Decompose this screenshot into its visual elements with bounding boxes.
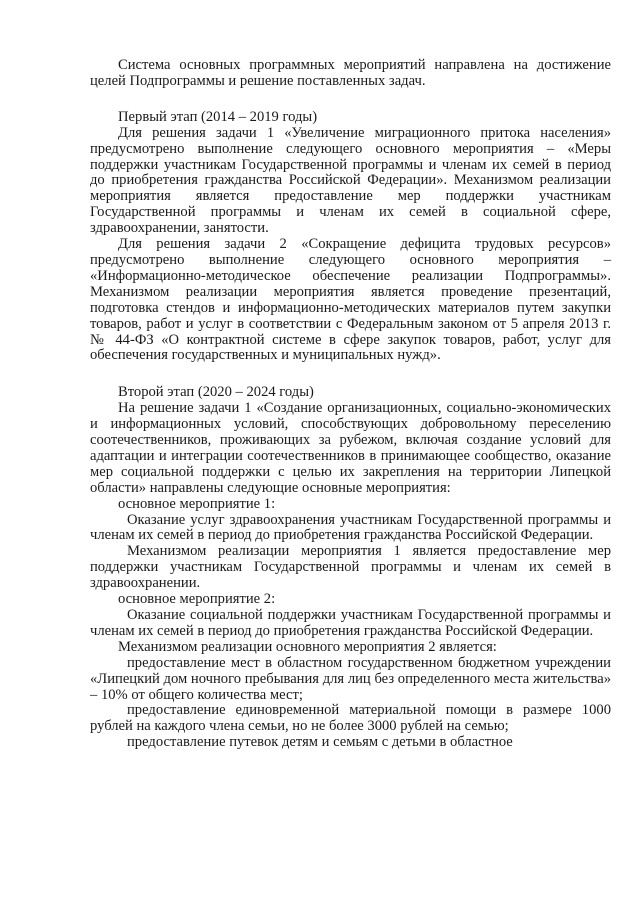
stage1-task2-paragraph: Для решения задачи 2 «Сокращение дефицита трудовых ресурсов» предусмотрено выполнение следующего основного мероприятия – «Информационно-методическое обеспечение реализации Подпрограммы». Механизмом реализации мероприятия является проведение презентаций, подготовка стендов и информационно-методических материалов путем закупки товаров, работ и услуг в соответствии с Федеральным законом от 5 апреля 2013 г. № 44-ФЗ «О контрактной системе в сфере закупок товаров, работ, услуг для обеспечения государственных и муниципальных нужд». (90, 236, 611, 364)
measure2-mechanism: Механизмом реализации основного мероприятия 2 является: (118, 638, 497, 655)
spacer (90, 90, 611, 110)
list-item-housing: предоставление мест в областном государственном бюджетном учреждении «Липецкий дом ночного пребывания для лиц без определенного места жительства» – 10% от общего количества мест; (90, 654, 611, 703)
intro-paragraph: Система основных программных мероприятий направлена на достижение целей Подпрограммы и решение поставленных задач. (90, 57, 611, 89)
measure1-label: основное мероприятие 1: (118, 495, 276, 512)
measure1-mechanism: Механизмом реализации мероприятия 1 является предоставление мер поддержки участникам Государственной программы и членам их семей в здравоохранении. (90, 543, 611, 592)
list-item-money: предоставление единовременной материальной помощи в размере 1000 рублей на каждого члена семьи, но не более 3000 рублей на семью; (90, 702, 611, 735)
list-item-vouchers: предоставление путевок детям и семьям с детьми в областное (127, 734, 513, 751)
measure1-text: Оказание услуг здравоохранения участникам Государственной программы и членам их семей в период до приобретения гражданства Российской Федерации. (90, 511, 611, 544)
stage1-task1-paragraph: Для решения задачи 1 «Увеличение миграционного притока населения» предусмотрено выполнение следующего основного мероприятия – «Меры поддержки участникам Государственной программы и членам их семей в период до приобретения гражданства Российской Федерации». Механизмом реализации мероприятия является предоставление мер поддержки участникам Государственной программы и членам их семей в социальной сфере, здравоохранении, занятости. (90, 124, 611, 237)
spacer (90, 364, 611, 385)
document-page (90, 58, 611, 751)
stage2-heading: Второй этап (2020 – 2024 годы) (118, 384, 314, 401)
measure2-text: Оказание социальной поддержки участникам Государственной программы и членам их семей в период до приобретения гражданства Российской Федерации. (90, 607, 611, 639)
measure2-label: основное мероприятие 2: (118, 591, 276, 608)
stage1-heading: Первый этап (2014 – 2019 годы) (118, 108, 318, 125)
stage2-task1-paragraph: На решение задачи 1 «Создание организационных, социально-экономических и информационных условий, способствующих добровольному переселению соотечественников, проживающих за рубежом, включая создание условий для адаптации и интеграции соотечественников в принимающее сообщество, оказание мер социальной поддержки с целью их закрепления на территории Липецкой области» направлены следующие основные мероприятия: (90, 400, 611, 496)
